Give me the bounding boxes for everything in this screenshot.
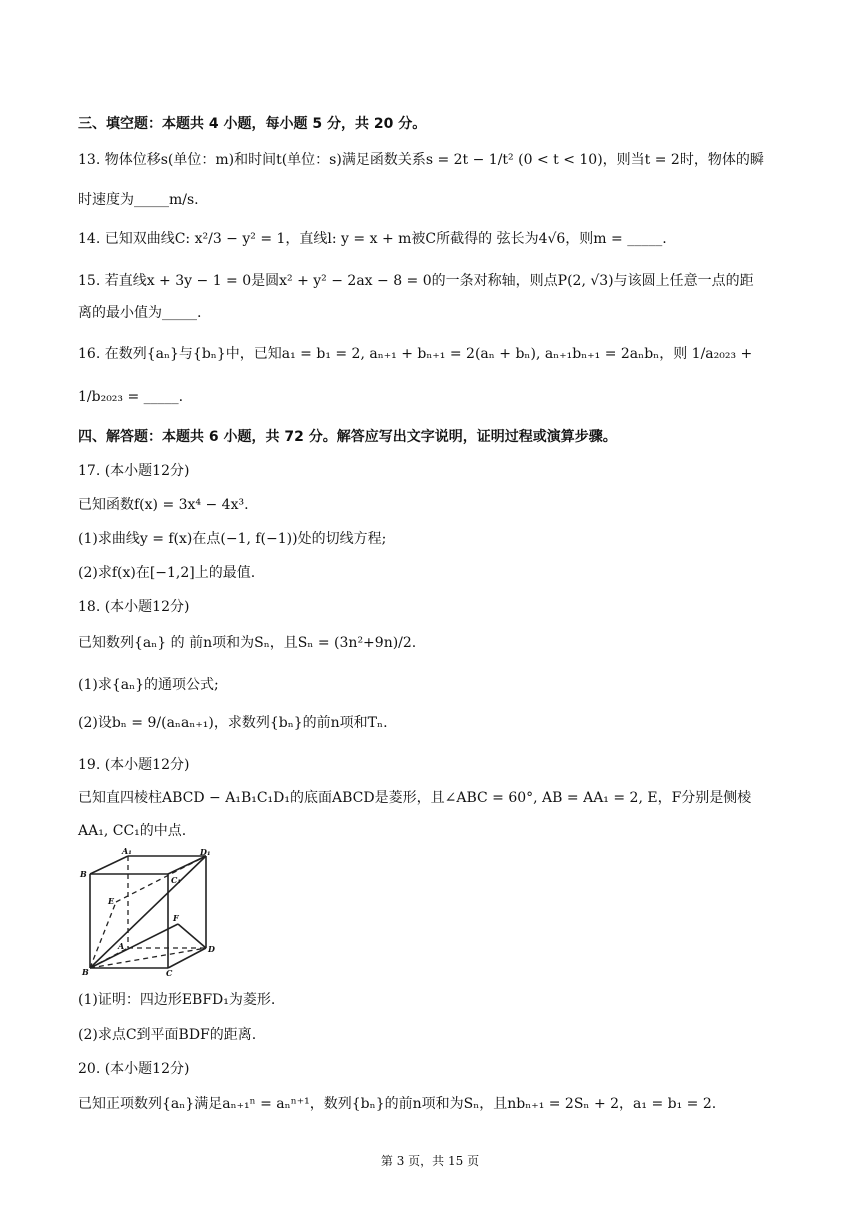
question-17-part-1: (1)求曲线y = f(x)在点(−1, f(−1))处的切线方程; [78,531,387,547]
question-20-title: 20. (本小题12分) [78,1061,190,1077]
figure-label-a1: A₁ [122,848,132,856]
section-solve-heading: 四、解答题：本题共 6 小题，共 72 分。解答应写出文字说明，证明过程或演算步骤。 [78,429,617,445]
question-18-stem: 已知数列{aₙ} 的 前n项和为Sₙ，且Sₙ = (3n²+9n)/2. [78,635,417,651]
figure-label-b: B [82,967,89,976]
question-18-part-2: (2)设bₙ = 9/(aₙaₙ₊₁)，求数列{bₙ}的前n项和Tₙ. [78,715,388,731]
question-17-part-2: (2)求f(x)在[−1,2]上的最值. [78,565,256,581]
question-13-line-2: 时速度为_____m/s. [78,192,199,208]
question-17-stem: 已知函数f(x) = 3x⁴ − 4x³. [78,497,249,513]
question-16-line-2: 1/b₂₀₂₃ = _____. [78,389,184,405]
question-13-line-1: 13. 物体位移s(单位：m)和时间t(单位：s)满足函数关系s = 2t − 1/t² (0 < t < 10)，则当t = 2时，物体的瞬 [78,152,764,168]
section-fill-blank-heading: 三、填空题：本题共 4 小题，每小题 5 分，共 20 分。 [78,116,427,132]
question-17-title: 17. (本小题12分) [78,463,190,479]
prism-figure [78,848,218,976]
question-19-part-1: (1)证明：四边形EBFD₁为菱形. [78,992,276,1008]
question-19-stem-line-1: 已知直四棱柱ABCD − A₁B₁C₁D₁的底面ABCD是菱形，且∠ABC = 60°, AB = AA₁ = 2, E，F分别是侧棱 [78,790,752,806]
figure-label-e: E [108,896,115,906]
figure-label-a: A [118,941,125,951]
figure-label-c1: C₁ [171,875,181,885]
figure-label-c: C [166,968,173,976]
question-16-line-1: 16. 在数列{aₙ}与{bₙ}中，已知a₁ = b₁ = 2, aₙ₊₁ + bₙ₊₁ = 2(aₙ + bₙ), aₙ₊₁bₙ₊₁ = 2aₙbₙ，则 1/a₂₀₂₃ + [78,346,753,362]
question-20-stem: 已知正项数列{aₙ}满足aₙ₊₁ⁿ = aₙⁿ⁺¹，数列{bₙ}的前n项和为Sₙ，且nbₙ₊₁ = 2Sₙ + 2，a₁ = b₁ = 2. [78,1096,717,1112]
figure-label-d1: D₁ [200,848,211,857]
figure-label-f: F [173,913,179,923]
question-15-line-2: 离的最小值为_____. [78,305,202,321]
page-footer: 第 3 页，共 15 页 [380,1154,480,1168]
figure-label-d: D [208,944,215,954]
question-19-stem-line-2: AA₁, CC₁的中点. [78,823,187,839]
question-19-part-2: (2)求点C到平面BDF的距离. [78,1027,257,1043]
figure-label-b1: B [80,869,87,879]
question-19-title: 19. (本小题12分) [78,757,190,773]
question-15-line-1: 15. 若直线x + 3y − 1 = 0是圆x² + y² − 2ax − 8 = 0的一条对称轴，则点P(2, √3)与该圆上任意一点的距 [78,273,754,289]
question-18-part-1: (1)求{aₙ}的通项公式; [78,677,219,693]
question-14: 14. 已知双曲线C: x²/3 − y² = 1，直线l: y = x + m被C所截得的 弦长为4√6，则m = _____. [78,231,667,247]
question-18-title: 18. (本小题12分) [78,599,190,615]
